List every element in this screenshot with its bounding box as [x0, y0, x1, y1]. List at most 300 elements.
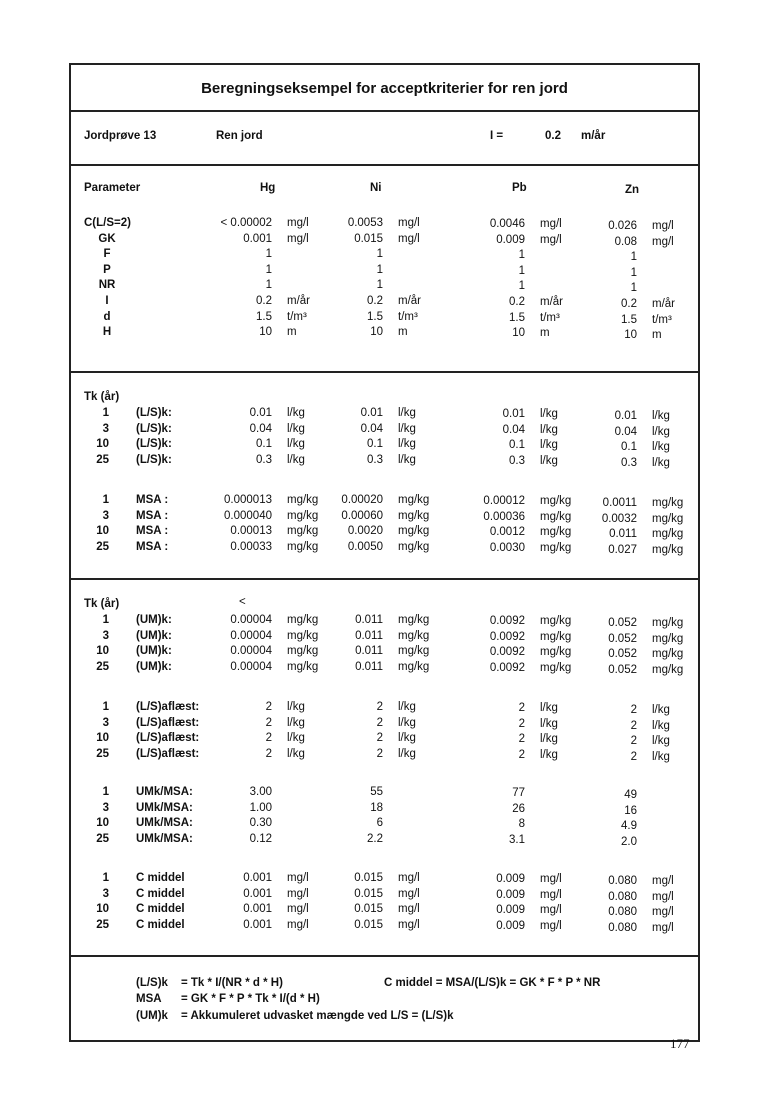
cell-value: 0.01: [614, 410, 637, 422]
cell-unit: mg/kg: [652, 617, 684, 629]
cell-value: 8: [518, 818, 525, 830]
row-label: (UM)k:: [136, 645, 172, 657]
cell-value: 2.2: [367, 832, 383, 845]
cell-value: 1.00: [249, 801, 272, 814]
cell-unit: l/kg: [398, 453, 416, 466]
tk-label: Tk (år): [84, 391, 120, 403]
row-label: C middel: [136, 887, 185, 900]
cell-value: 2: [265, 732, 272, 744]
cell-value: 0.00033: [230, 540, 272, 553]
cell-unit: l/kg: [652, 750, 670, 763]
cell-value: 0.08: [614, 235, 637, 248]
i-value: 0.2: [545, 130, 561, 142]
cell-unit: mg/kg: [540, 495, 572, 507]
cell-value: 0.30: [249, 817, 272, 829]
cell-value: 0.052: [608, 648, 637, 660]
cell-value: 0.052: [608, 632, 637, 645]
cell-unit: m: [652, 329, 662, 342]
cell-unit: mg/kg: [540, 510, 572, 523]
cell-value: 0.026: [608, 220, 637, 232]
row-label: GK: [98, 232, 116, 245]
cell-value: 2: [376, 701, 383, 713]
row-label: H: [102, 326, 112, 339]
row-label: UMk/MSA:: [136, 786, 193, 798]
cell-unit: mg/l: [287, 887, 309, 900]
cell-value: 0.080: [608, 906, 637, 918]
cell-value: 0.015: [354, 872, 383, 884]
cell-value: 0.00013: [230, 525, 272, 537]
cell-value: 2: [518, 733, 525, 745]
tk-value: 1: [102, 872, 109, 884]
row-label: F: [103, 248, 111, 261]
cell-unit: l/kg: [287, 438, 305, 450]
cell-value: 0.00004: [230, 645, 272, 657]
cell-unit: mg/kg: [287, 660, 319, 673]
cell-value: 0.015: [354, 887, 383, 900]
cell-unit: mg/kg: [652, 512, 684, 525]
cell-value: 0.0092: [489, 646, 525, 658]
row-label: (L/S)k:: [136, 453, 172, 466]
tk-label: Tk (år): [84, 598, 120, 610]
cell-unit: l/kg: [287, 453, 305, 466]
cell-unit: l/kg: [540, 702, 558, 714]
cell-unit: mg/kg: [540, 661, 572, 674]
tk-value: 3: [102, 509, 109, 522]
cell-value: 0.3: [621, 456, 637, 469]
cell-unit: mg/kg: [540, 630, 572, 643]
cell-unit: l/kg: [398, 407, 416, 419]
cell-unit: mg/kg: [287, 540, 319, 553]
tk-value: 3: [102, 716, 109, 729]
cell-value: 0.01: [249, 407, 272, 419]
cell-unit: mg/l: [287, 872, 309, 884]
cell-unit: l/kg: [287, 701, 305, 713]
cell-value: 0.009: [496, 233, 525, 246]
cell-value: 1.5: [621, 313, 637, 326]
row-label: UMk/MSA:: [136, 817, 193, 829]
row-label: (UM)k:: [136, 660, 172, 673]
cell-unit: t/m³: [652, 313, 672, 326]
cell-unit: mg/l: [540, 888, 562, 901]
cell-unit: mg/kg: [652, 543, 684, 556]
cell-unit: mg/kg: [652, 632, 684, 645]
formula-ls-rhs: = Tk * I/(NR * d * H): [181, 977, 283, 989]
cell-unit: mg/kg: [540, 526, 572, 538]
cell-value: 0.052: [608, 663, 637, 676]
cell-unit: l/kg: [287, 732, 305, 744]
cell-value: 0.001: [243, 903, 272, 915]
cell-value: 3.1: [509, 833, 525, 846]
cell-unit: mg/l: [398, 887, 420, 900]
cell-value: 0.01: [360, 407, 383, 419]
cell-value: 0.0092: [489, 661, 525, 674]
cell-value: 0.001: [243, 887, 272, 900]
cell-unit: mg/l: [398, 217, 420, 229]
tk-value: 10: [96, 903, 109, 915]
cell-unit: mg/l: [540, 233, 562, 246]
cell-value: 55: [370, 786, 383, 798]
col-header-zn: Zn: [625, 184, 640, 196]
formula-um-lhs: (UM)k: [136, 1010, 168, 1022]
cell-value: 0.00060: [341, 509, 383, 522]
cell-unit: mg/kg: [398, 645, 430, 657]
formula-um-rhs: = Akkumuleret udvasket mængde ved L/S = (L/S)k: [181, 1010, 454, 1022]
tk-value: 10: [96, 438, 109, 450]
cell-unit: mg/kg: [287, 614, 319, 626]
row-label: (UM)k:: [136, 629, 172, 642]
cell-unit: l/kg: [540, 423, 558, 436]
cell-value: 26: [512, 802, 525, 815]
cell-value: 1: [518, 249, 525, 262]
cell-value: 18: [370, 801, 383, 814]
formula-ls-lhs: (L/S)k: [136, 977, 168, 989]
cell-unit: mg/l: [540, 218, 562, 230]
cell-unit: mg/l: [287, 918, 309, 931]
divider-header: [69, 164, 700, 166]
tk-value: 1: [102, 786, 109, 798]
cell-value: 2: [376, 732, 383, 744]
cell-value: 0.015: [354, 918, 383, 931]
cell-value: 0.001: [243, 872, 272, 884]
row-label: (L/S)aflæst:: [136, 701, 200, 713]
cell-value: 1: [265, 279, 272, 292]
cell-unit: mg/kg: [287, 525, 319, 537]
cell-unit: mg/kg: [287, 629, 319, 642]
cell-value: 0.1: [367, 438, 383, 450]
cell-value: 49: [624, 789, 637, 801]
cell-unit: mg/l: [540, 873, 562, 885]
cell-value: 0.0011: [602, 497, 637, 509]
cell-unit: l/kg: [398, 716, 416, 729]
cell-value: 0.001: [243, 918, 272, 931]
tk-value: 1: [102, 701, 109, 713]
cell-value: 0.0020: [347, 525, 383, 537]
cell-unit: mg/kg: [652, 648, 684, 660]
cell-value: 0.001: [243, 232, 272, 245]
col-header-hg: Hg: [260, 182, 276, 194]
cell-unit: l/kg: [540, 748, 558, 761]
cell-value: 0.12: [249, 832, 272, 845]
cell-value: 77: [512, 787, 525, 799]
col-header-ni: Ni: [370, 182, 382, 194]
cell-value: 0.04: [502, 423, 525, 436]
cell-value: 0.011: [355, 660, 383, 673]
cell-unit: mg/kg: [287, 645, 319, 657]
cell-unit: t/m³: [287, 310, 307, 323]
cell-value: 2: [630, 704, 637, 716]
cell-value: 0.011: [355, 629, 383, 642]
row-label: MSA :: [136, 525, 169, 537]
row-label: P: [103, 263, 111, 276]
i-label: I =: [490, 130, 504, 142]
row-label: UMk/MSA:: [136, 832, 193, 845]
cell-value: 2: [518, 702, 525, 714]
divider-formulas: [69, 955, 700, 957]
cell-unit: m/år: [652, 298, 675, 310]
cell-value: 2: [265, 747, 272, 760]
cell-value: 0.3: [509, 454, 525, 467]
row-label: C(L/S=2): [84, 217, 131, 229]
cell-value: 2: [265, 701, 272, 713]
cell-value: 0.0046: [489, 218, 525, 230]
cell-value: 0.009: [496, 888, 525, 901]
cell-value: 0.015: [354, 903, 383, 915]
cell-unit: mg/kg: [398, 525, 430, 537]
tk-value: 25: [96, 660, 109, 673]
cell-value: 0.0032: [601, 512, 637, 525]
cell-value: 0.080: [608, 921, 637, 934]
cell-unit: l/kg: [398, 438, 416, 450]
cell-value: 0.027: [608, 543, 637, 556]
row-label: (UM)k:: [136, 614, 172, 626]
cell-unit: mg/kg: [652, 528, 684, 540]
cell-value: 0.0053: [347, 217, 383, 229]
cell-value: 0.00004: [230, 660, 272, 673]
tk-value: 25: [96, 747, 109, 760]
cell-value: 1: [376, 279, 383, 292]
cell-unit: mg/l: [398, 903, 420, 915]
cell-value: 0.011: [355, 614, 383, 626]
tk-value: 3: [102, 801, 109, 814]
row-label: C middel: [136, 872, 185, 884]
row-label: UMk/MSA:: [136, 801, 193, 814]
cell-value: 0.052: [608, 617, 637, 629]
cell-value: 0.080: [608, 890, 637, 903]
row-label: NR: [98, 279, 116, 292]
formula-msa-lhs: MSA: [136, 993, 162, 1005]
cell-unit: l/kg: [652, 441, 670, 453]
cell-value: 1.5: [256, 310, 272, 323]
cell-value: 2: [376, 747, 383, 760]
cell-unit: l/kg: [540, 717, 558, 730]
cell-unit: mg/l: [652, 235, 674, 248]
cell-value: 3.00: [249, 786, 272, 798]
cell-value: 1.5: [509, 311, 525, 324]
cell-value: 0.000013: [224, 494, 272, 506]
row-label: (L/S)k:: [136, 438, 172, 450]
cell-value: 0.2: [509, 296, 525, 308]
cell-unit: mg/kg: [540, 615, 572, 627]
cell-unit: mg/kg: [398, 509, 430, 522]
cell-value: 1: [265, 263, 272, 276]
cell-unit: l/kg: [398, 747, 416, 760]
i-unit: m/år: [581, 130, 606, 142]
row-label: (L/S)aflæst:: [136, 732, 200, 744]
cell-unit: l/kg: [652, 456, 670, 469]
cell-value: 10: [512, 327, 525, 340]
cell-unit: mg/kg: [398, 494, 430, 506]
cell-unit: mg/kg: [398, 540, 430, 553]
tk-value: 25: [96, 453, 109, 466]
row-label: d: [103, 310, 111, 323]
cell-value: 0.00012: [483, 495, 525, 507]
cell-unit: l/kg: [398, 422, 416, 435]
cell-value: 10: [259, 326, 272, 339]
tk-value: 10: [96, 732, 109, 744]
cell-value: 0.011: [609, 528, 637, 540]
cell-value: 0.0030: [489, 541, 525, 554]
cell-unit: mg/l: [287, 232, 309, 245]
cell-value: 0.00036: [483, 510, 525, 523]
cell-value: 1: [630, 282, 637, 295]
cell-value: 2: [630, 735, 637, 747]
cell-value: 0.0050: [347, 540, 383, 553]
cell-value: 10: [624, 329, 637, 342]
cell-unit: mg/l: [652, 921, 674, 934]
cell-value: 0.015: [354, 232, 383, 245]
cell-unit: t/m³: [398, 310, 418, 323]
sample-label: Jordprøve 13: [84, 130, 157, 142]
cell-value: 0.2: [621, 298, 637, 310]
cell-value: 0.011: [355, 645, 383, 657]
cell-unit: m: [287, 326, 297, 339]
divider-title: [69, 110, 700, 112]
cell-value: 0.1: [509, 439, 525, 451]
tk-value: 1: [102, 407, 109, 419]
cell-unit: l/kg: [540, 733, 558, 745]
cell-value: 4.9: [621, 820, 637, 832]
tk-value: 3: [102, 422, 109, 435]
cell-value: 1: [376, 263, 383, 276]
cell-unit: mg/kg: [540, 541, 572, 554]
cell-value: 2: [376, 716, 383, 729]
cell-unit: l/kg: [652, 719, 670, 732]
cell-value: 1: [518, 264, 525, 277]
cell-value: 0.04: [614, 425, 637, 438]
cell-value: < 0.00002: [220, 217, 272, 229]
divider-msa: [69, 578, 700, 580]
tk-value: 1: [102, 494, 109, 506]
cell-value: 0.0092: [489, 630, 525, 643]
tk-value: 10: [96, 817, 109, 829]
tk-value: 25: [96, 918, 109, 931]
tk-value: 25: [96, 832, 109, 845]
cell-unit: mg/l: [287, 903, 309, 915]
cell-unit: mg/kg: [540, 646, 572, 658]
cell-unit: t/m³: [540, 311, 560, 324]
cell-value: 16: [624, 804, 637, 817]
cell-unit: m: [398, 326, 408, 339]
cell-value: 1.5: [367, 310, 383, 323]
cell-value: 0.080: [608, 875, 637, 887]
cell-unit: m/år: [398, 295, 421, 307]
cell-unit: mg/l: [540, 904, 562, 916]
tk-value: 10: [96, 525, 109, 537]
row-label: (L/S)aflæst:: [136, 716, 200, 729]
tk-value: 25: [96, 540, 109, 553]
cell-value: 0.2: [367, 295, 383, 307]
cell-unit: mg/l: [652, 890, 674, 903]
cell-unit: mg/kg: [652, 663, 684, 676]
cell-value: 10: [370, 326, 383, 339]
tk-value: 3: [102, 887, 109, 900]
row-label: (L/S)k:: [136, 422, 172, 435]
cell-unit: m/år: [540, 296, 563, 308]
cell-unit: mg/l: [652, 220, 674, 232]
row-label: C middel: [136, 918, 185, 931]
cell-value: 0.3: [256, 453, 272, 466]
cell-unit: mg/l: [398, 918, 420, 931]
row-label: I: [105, 295, 109, 307]
cell-value: 1: [265, 248, 272, 261]
cell-unit: mg/kg: [398, 660, 430, 673]
cell-value: 0.009: [496, 919, 525, 932]
cell-value: 2: [630, 719, 637, 732]
divider-params: [69, 371, 700, 373]
cell-value: 0.1: [621, 441, 637, 453]
cell-unit: mg/kg: [398, 629, 430, 642]
cell-value: 0.00004: [230, 629, 272, 642]
formula-msa-rhs: = GK * F * P * Tk * I/(d * H): [181, 993, 320, 1005]
soil-type: Ren jord: [216, 130, 263, 142]
cell-unit: mg/kg: [398, 614, 430, 626]
cell-unit: l/kg: [398, 701, 416, 713]
cell-unit: l/kg: [398, 732, 416, 744]
cell-unit: mg/l: [652, 875, 674, 887]
row-label: (L/S)k:: [136, 407, 172, 419]
page-number: 177: [670, 1036, 690, 1051]
cell-value: 0.1: [256, 438, 272, 450]
cell-value: 0.2: [256, 295, 272, 307]
cell-value: 1: [630, 251, 637, 264]
tk-value: 1: [102, 614, 109, 626]
row-label: (L/S)aflæst:: [136, 747, 200, 760]
col-header-pb: Pb: [512, 182, 527, 194]
cell-value: 2: [518, 717, 525, 730]
tk-value: 10: [96, 645, 109, 657]
row-label: MSA :: [136, 494, 169, 506]
row-label: MSA :: [136, 509, 169, 522]
cell-unit: l/kg: [287, 747, 305, 760]
tk-value: 3: [102, 629, 109, 642]
cell-value: 0.04: [249, 422, 272, 435]
cell-value: 0.009: [496, 904, 525, 916]
cell-unit: mg/l: [398, 872, 420, 884]
cell-unit: mg/kg: [287, 509, 319, 522]
cell-unit: l/kg: [540, 454, 558, 467]
page-title: Beregningseksempel for acceptkriterier for ren jord: [201, 80, 568, 97]
cell-value: 2: [630, 750, 637, 763]
cell-value: 0.00004: [230, 614, 272, 626]
row-label: MSA :: [136, 540, 169, 553]
cell-value: 0.0012: [489, 526, 525, 538]
cell-unit: l/kg: [287, 407, 305, 419]
cell-value: 2: [265, 716, 272, 729]
row-label: C middel: [136, 903, 185, 915]
cell-value: 0.04: [360, 422, 383, 435]
cell-unit: mg/kg: [287, 494, 319, 506]
cell-value: 1: [376, 248, 383, 261]
cell-unit: l/kg: [540, 439, 558, 451]
cell-value: 0.000040: [224, 509, 272, 522]
cell-unit: l/kg: [287, 422, 305, 435]
cell-unit: mg/kg: [652, 497, 684, 509]
cell-unit: l/kg: [540, 408, 558, 420]
cell-value: 1: [630, 266, 637, 279]
cell-value: 0.3: [367, 453, 383, 466]
cell-value: 0.00020: [341, 494, 383, 506]
cell-unit: l/kg: [652, 410, 670, 422]
cell-unit: mg/l: [398, 232, 420, 245]
cell-unit: mg/l: [287, 217, 309, 229]
cell-unit: m: [540, 327, 550, 340]
cell-unit: l/kg: [652, 704, 670, 716]
cell-unit: l/kg: [652, 425, 670, 438]
cell-value: 1: [518, 280, 525, 293]
cell-value: 6: [376, 817, 383, 829]
cell-unit: l/kg: [652, 735, 670, 747]
cell-unit: l/kg: [287, 716, 305, 729]
